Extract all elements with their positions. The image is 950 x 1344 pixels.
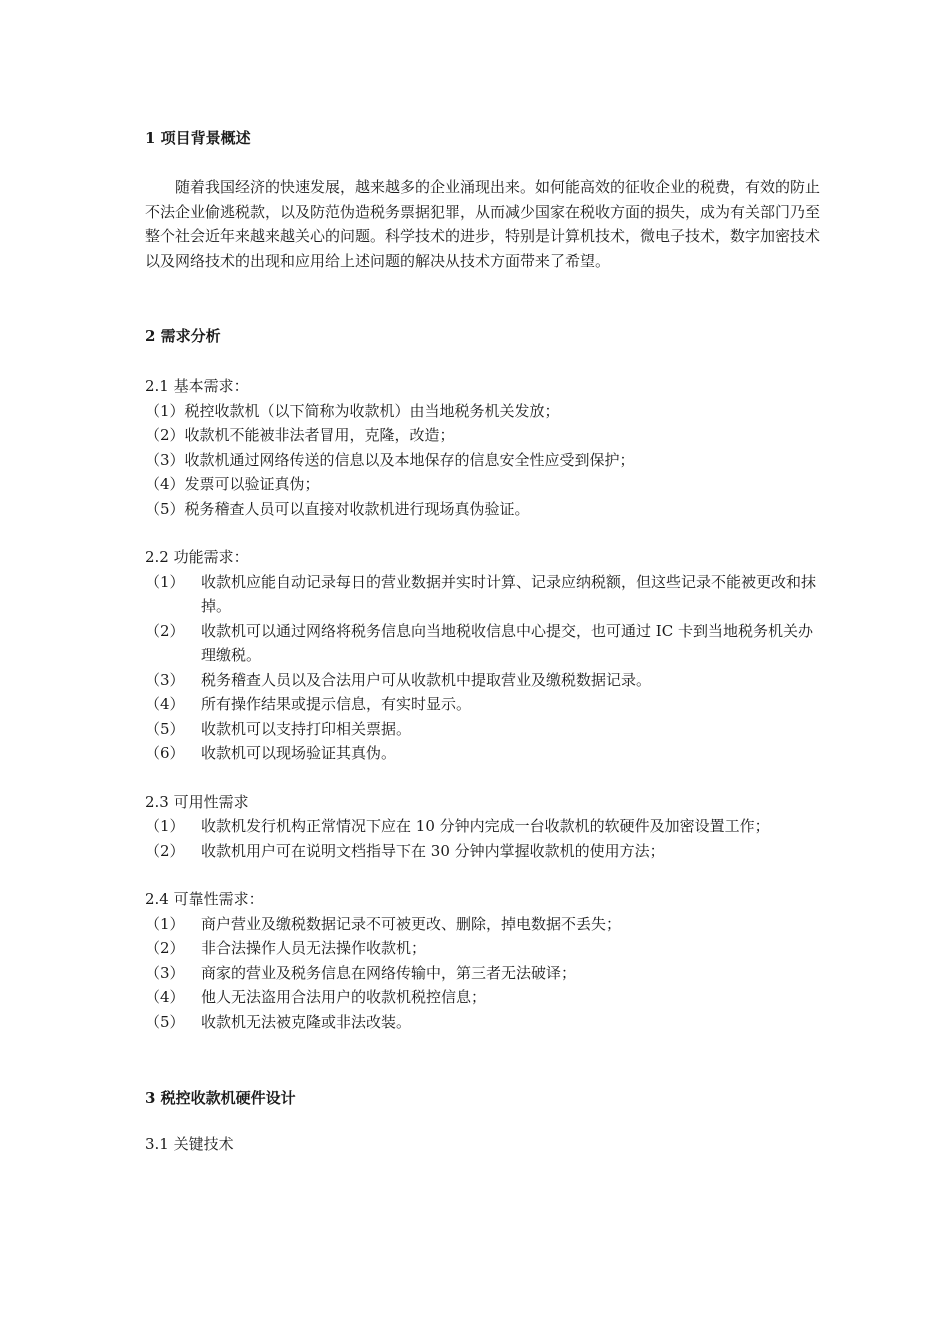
list-item [145, 814, 825, 839]
section-heading-3: 3 税控收款机硬件设计 [145, 1089, 296, 1107]
list-item [145, 936, 825, 961]
list-item: （2）收款机不能被非法者冒用，克隆，改造； [145, 426, 455, 444]
list-item [145, 692, 825, 717]
list-item [145, 717, 825, 742]
item-number: （1） [145, 572, 185, 591]
item-text: 收款机发行机构正常情况下应在 10 分钟内完成一台收款机的软硬件及加密设置工作； [201, 817, 770, 835]
functional-requirements-list [145, 570, 825, 766]
item-text: 收款机无法被克隆或非法改装。 [201, 1012, 412, 1031]
item-number: （1） [145, 914, 185, 933]
item-text: 收款机应能自动记录每日的营业数据并实时计算、记录应纳税额，但这些记录不能被更改和抹掉。 [201, 572, 817, 615]
basic-requirements-title: 2.1 基本需求： [145, 377, 249, 395]
item-number: （5） [145, 1012, 185, 1031]
list-item [145, 985, 825, 1010]
usability-requirements-list [145, 814, 825, 863]
item-number: （3） [145, 963, 185, 982]
basic-requirements-list [145, 399, 825, 522]
item-number: （1） [145, 817, 185, 835]
item-text: 商户营业及缴税数据记录不可被更改、删除，掉电数据不丢失； [201, 914, 622, 933]
list-item: （4）发票可以验证真伪； [145, 475, 320, 493]
list-item [145, 912, 825, 937]
item-text: 所有操作结果或提示信息，有实时显示。 [201, 695, 472, 713]
list-item: （3）收款机通过网络传送的信息以及本地保存的信息安全性应受到保护； [145, 450, 635, 469]
section-heading-2: 2 需求分析 [145, 327, 221, 345]
item-text: 商家的营业及税务信息在网络传输中，第三者无法破译； [201, 963, 577, 982]
item-number: （4） [145, 695, 185, 713]
functional-requirements-title: 2.2 功能需求： [145, 548, 249, 566]
item-text: 收款机可以现场验证其真伪。 [201, 744, 397, 762]
item-number: （2） [145, 939, 185, 957]
item-text: 收款机可以通过网络将税务信息向当地税收信息中心提交，也可通过 IC 卡到当地税务机关办理缴税。 [201, 621, 813, 664]
list-item [145, 570, 825, 619]
item-number: （2） [145, 841, 185, 860]
list-item [145, 668, 825, 693]
item-number: （2） [145, 621, 185, 640]
list-item [145, 839, 825, 864]
list-item: （5）税务稽查人员可以直接对收款机进行现场真伪验证。 [145, 499, 530, 518]
list-item [145, 619, 825, 668]
background-paragraph: 随着我国经济的快速发展，越来越多的企业涌现出来。如何能高效的征收企业的税费，有效的防止不法企业偷逃税款，以及防范伪造税务票据犯罪，从而减少国家在税收方面的损失，成为有关部门乃至整个社会近年来越来越关心的问题。科学技术的进步，特别是计算机技术，微电子技术，数字加密技术以及网络技术的出现和应用给上述问题的解决从技术方面带来了希望。 [145, 178, 821, 270]
item-text: 收款机用户可在说明文档指导下在 30 分钟内掌握收款机的使用方法； [201, 841, 665, 860]
item-text: 他人无法盗用合法用户的收款机税控信息； [201, 988, 487, 1006]
list-item [145, 741, 825, 766]
item-number: （3） [145, 670, 185, 689]
reliability-requirements-list [145, 912, 825, 1035]
item-number: （5） [145, 719, 185, 738]
section-heading-1: 1 项目背景概述 [145, 129, 251, 147]
list-item: （1）税控收款机（以下简称为收款机）由当地税务机关发放； [145, 401, 560, 420]
item-text: 税务稽查人员以及合法用户可从收款机中提取营业及缴税数据记录。 [201, 670, 652, 689]
item-text: 收款机可以支持打印相关票据。 [201, 719, 412, 738]
subsection-heading-3-1: 3.1 关键技术 [145, 1135, 234, 1153]
item-number: （6） [145, 744, 185, 762]
list-item [145, 1010, 825, 1035]
item-text: 非合法操作人员无法操作收款机； [201, 939, 427, 957]
item-number: （4） [145, 988, 185, 1006]
list-item [145, 961, 825, 986]
reliability-requirements-title: 2.4 可靠性需求： [145, 890, 264, 908]
usability-requirements-title: 2.3 可用性需求 [145, 792, 249, 811]
document-body [145, 126, 825, 1157]
